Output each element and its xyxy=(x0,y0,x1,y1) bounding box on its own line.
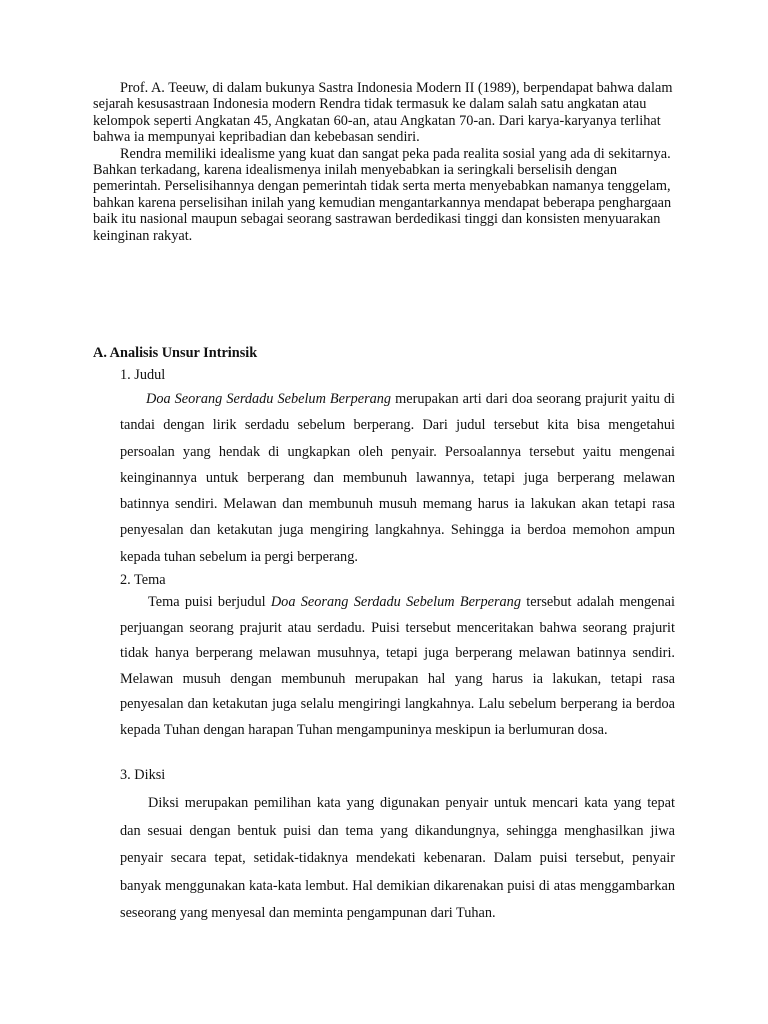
intro-paragraph-2: Rendra memiliki idealisme yang kuat dan sangat peka pada realita sosial yang ada di sekitarnya. Bahkan terkadang, karena idealismenya inilah menyebabkan ia seringkali berselisih dengan pemerintah. Perselisihannya dengan pemerintah tidak serta merta menyebabkan namanya tenggelam, bahkan karena perselisihan inilah yang kemudian mengantarkannya mendapat beberapa penghargaan baik itu nasional maupun sebagai seorang sastrawan berdedikasi tinggi dan konsisten menyuarakan keinginan rakyat. xyxy=(93,145,672,244)
judul-paragraph xyxy=(120,386,675,570)
judul-poem-title: Doa Seorang Serdadu Sebelum Berperang xyxy=(146,391,392,407)
tema-poem-title: Doa Seorang Serdadu Sebelum Berperang xyxy=(270,594,521,610)
judul-heading: 1. Judul xyxy=(120,367,166,383)
intro-paragraph-1: Prof. A. Teeuw, di dalam bukunya Sastra Indonesia Modern II (1989), berpendapat bahwa dalam sejarah kesusastraan Indonesia modern Rendra tidak termasuk ke dalam salah satu angkatan atau kelompok seperti Angkatan 45, Angkatan 60-an, atau Angkatan 70-an. Dari karya-karyanya terlihat bahwa ia mempunyai kepribadian dan kebebasan sendiri. xyxy=(93,80,673,146)
judul-text: merupakan arti dari doa seorang prajurit yaitu di tandai dengan lirik serdadu sebelum berperang. Dari judul tersebut kita bisa mengetahui persoalan yang hendak di ungkapkan oleh penyair. Persoalannya tersebut yaitu mengenai keinginannya untuk berperang dan membunuh lawannya, tetapi juga berperang melawan batinnya sendiri. Melawan dan membunuh musuh memang harus ia lakukan akan tetapi rasa penyesalan dan ketakutan juga mengiring langkahnya. Sehingga ia berdoa memohon ampun kepada tuhan sebelum ia pergi berperang. xyxy=(120,391,675,565)
tema-body xyxy=(120,590,675,744)
intro-section xyxy=(93,80,678,244)
tema-heading: 2. Tema xyxy=(120,572,166,588)
diksi-heading: 3. Diksi xyxy=(120,767,166,783)
section-title: A. Analisis Unsur Intrinsik xyxy=(93,345,258,361)
tema-lead: Tema puisi berjudul xyxy=(148,594,271,610)
diksi-body xyxy=(120,790,675,928)
judul-body xyxy=(120,386,675,570)
diksi-paragraph xyxy=(120,790,675,928)
diksi-text: Diksi merupakan pemilihan kata yang digunakan penyair untuk mencari kata yang tepat dan sesuai dengan bentuk puisi dan tema yang dikandungnya, sehingga menghasilkan jiwa penyair secara tepat, setidak-tidaknya mendekati kebenaran. Dalam puisi tersebut, penyair banyak menggunakan kata-kata lembut. Hal demikian dikarenakan puisi di atas menggambarkan seseorang yang menyesal dan meminta pengampunan dari Tuhan. xyxy=(120,795,675,922)
tema-text: tersebut adalah mengenai perjuangan seorang prajurit atau serdadu. Puisi tersebut menceritakan bahwa seorang prajurit tidak hanya berperang melawan musuhnya, tetapi juga berperang melawan batinnya sendiri. Melawan musuh dengan membunuh merupakan hal yang harus ia lakukan, tetapi rasa penyesalan dan ketakutan juga selalu mengiringi langkahnya. Lalu sebelum berperang ia berdoa kepada Tuhan dengan harapan Tuhan mengampuninya meskipun ia berlumuran dosa. xyxy=(120,594,675,738)
tema-paragraph xyxy=(120,590,675,744)
